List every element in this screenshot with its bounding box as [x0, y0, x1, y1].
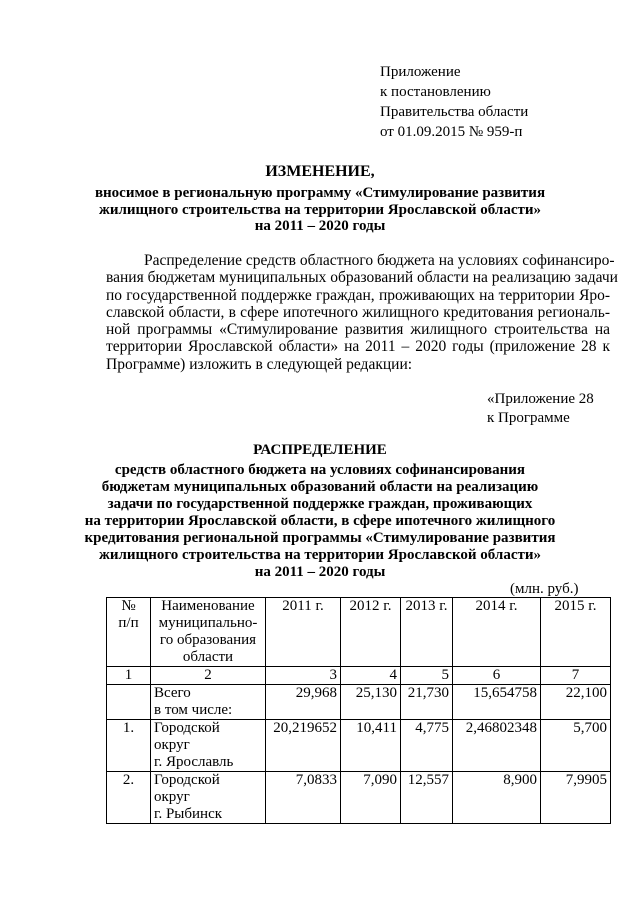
document-title: ИЗМЕНЕНИЕ,: [265, 163, 375, 180]
column-number: 2: [151, 667, 266, 685]
appendix-line: «Приложение 28: [487, 391, 594, 407]
distribution-line: жилищного строительства на территории Ярославской области»: [98, 547, 542, 563]
row-value: 5,700: [541, 720, 611, 772]
distribution-subtitle: [0, 462, 640, 581]
row-name-line: Городской: [154, 720, 220, 736]
column-number: 5: [401, 667, 453, 685]
row-name-line: Всего: [154, 685, 191, 701]
row-name: [151, 772, 266, 824]
header-name-line: муниципально-: [158, 615, 258, 631]
header-number: [107, 598, 151, 667]
body-paragraph: [106, 252, 618, 373]
row-name-line: в том числе:: [154, 702, 233, 718]
approval-block: [380, 62, 528, 142]
appendix-line: к Программе: [487, 409, 570, 426]
row-value: 2,46802348: [453, 720, 541, 772]
distribution-title: РАСПРЕДЕЛЕНИЕ: [253, 442, 387, 458]
row-name-line: Городской: [154, 772, 220, 788]
column-number: 4: [341, 667, 401, 685]
table-row-total: [107, 685, 611, 720]
row-number: 2.: [107, 772, 151, 824]
distribution-line: на 2011 – 2020 годы: [254, 564, 386, 580]
row-value: 20,219652: [266, 720, 341, 772]
distribution-line: кредитования региональной программы «Стимулирование развития: [84, 530, 556, 546]
paragraph-line: ной программы «Стимулирование развития жилищного строительства на: [106, 321, 610, 339]
header-year: 2012 г.: [341, 598, 401, 667]
approval-line: Правительства области: [380, 104, 529, 120]
header-number-line: п/п: [118, 615, 139, 631]
row-name-line: округ: [154, 789, 190, 805]
document-subtitle: [0, 185, 640, 235]
header-name: [151, 598, 266, 667]
row-value: 21,730: [401, 685, 453, 720]
header-name-line: го образования: [159, 632, 257, 648]
distribution-line: задачи по государственной поддержке граждан, проживающих: [107, 496, 533, 512]
distribution-line: средств областного бюджета на условиях софинансирования: [114, 462, 526, 478]
paragraph-line: славской области, в сфере ипотечного жилищного кредитования региональ-: [106, 303, 610, 321]
row-name: [151, 720, 266, 772]
column-number: 1: [107, 667, 151, 685]
row-value: 25,130: [341, 685, 401, 720]
header-year: 2014 г.: [453, 598, 541, 667]
column-number-row: [107, 667, 611, 685]
paragraph-line: территории Ярославской области» на 2011 – 2020 годы (приложение 28 к: [106, 338, 610, 356]
paragraph-line: по государственной поддержке граждан, проживающих на территории Яро-: [106, 286, 610, 304]
distribution-line: бюджетам муниципальных образований области на реализацию: [101, 479, 539, 495]
row-value: 7,9905: [541, 772, 611, 824]
header-year: 2011 г.: [266, 598, 341, 667]
row-value: 15,654758: [453, 685, 541, 720]
subtitle-line: на 2011 – 2020 годы: [254, 218, 386, 234]
paragraph-line: вания бюджетам муниципальных образований области на реализацию задачи: [106, 269, 618, 287]
approval-line: от 01.09.2015 № 959-п: [380, 124, 523, 140]
row-name-line: г. Ярославль: [154, 754, 234, 770]
row-name-line: округ: [154, 737, 190, 753]
row-value: 7,090: [341, 772, 401, 824]
column-number: 6: [453, 667, 541, 685]
paragraph-line: Распределение средств областного бюджета на условиях софинансиро-: [144, 252, 615, 269]
header-year: 2015 г.: [541, 598, 611, 667]
approval-line: Приложение: [380, 64, 461, 80]
paragraph-line: Программе) изложить в следующей редакции:: [106, 355, 413, 373]
units-label: (млн. руб.): [510, 581, 579, 597]
row-value: 10,411: [341, 720, 401, 772]
approval-line: к постановлению: [380, 84, 491, 100]
row-value: 29,968: [266, 685, 341, 720]
table-row: [107, 772, 611, 824]
distribution-line: на территории Ярославской области, в сфере ипотечного жилищного: [84, 513, 556, 529]
row-value: 12,557: [401, 772, 453, 824]
header-name-line: Наименование: [161, 598, 255, 614]
row-value: 8,900: [453, 772, 541, 824]
appendix-block: [487, 390, 594, 427]
header-number-line: №: [121, 598, 136, 614]
table-row: [107, 720, 611, 772]
row-number: 1.: [107, 720, 151, 772]
table-header-row: [107, 598, 611, 667]
column-number: 7: [541, 667, 611, 685]
row-name: [151, 685, 266, 720]
row-value: 22,100: [541, 685, 611, 720]
header-year: 2013 г.: [401, 598, 453, 667]
row-number: [107, 685, 151, 720]
subtitle-line: вносимое в региональную программу «Стимулирование развития: [94, 185, 546, 201]
distribution-table: [106, 597, 611, 824]
header-name-line: области: [182, 649, 234, 665]
row-value: 4,775: [401, 720, 453, 772]
column-number: 3: [266, 667, 341, 685]
row-value: 7,0833: [266, 772, 341, 824]
row-name-line: г. Рыбинск: [154, 806, 223, 822]
subtitle-line: жилищного строительства на территории Ярославской области»: [98, 201, 542, 218]
